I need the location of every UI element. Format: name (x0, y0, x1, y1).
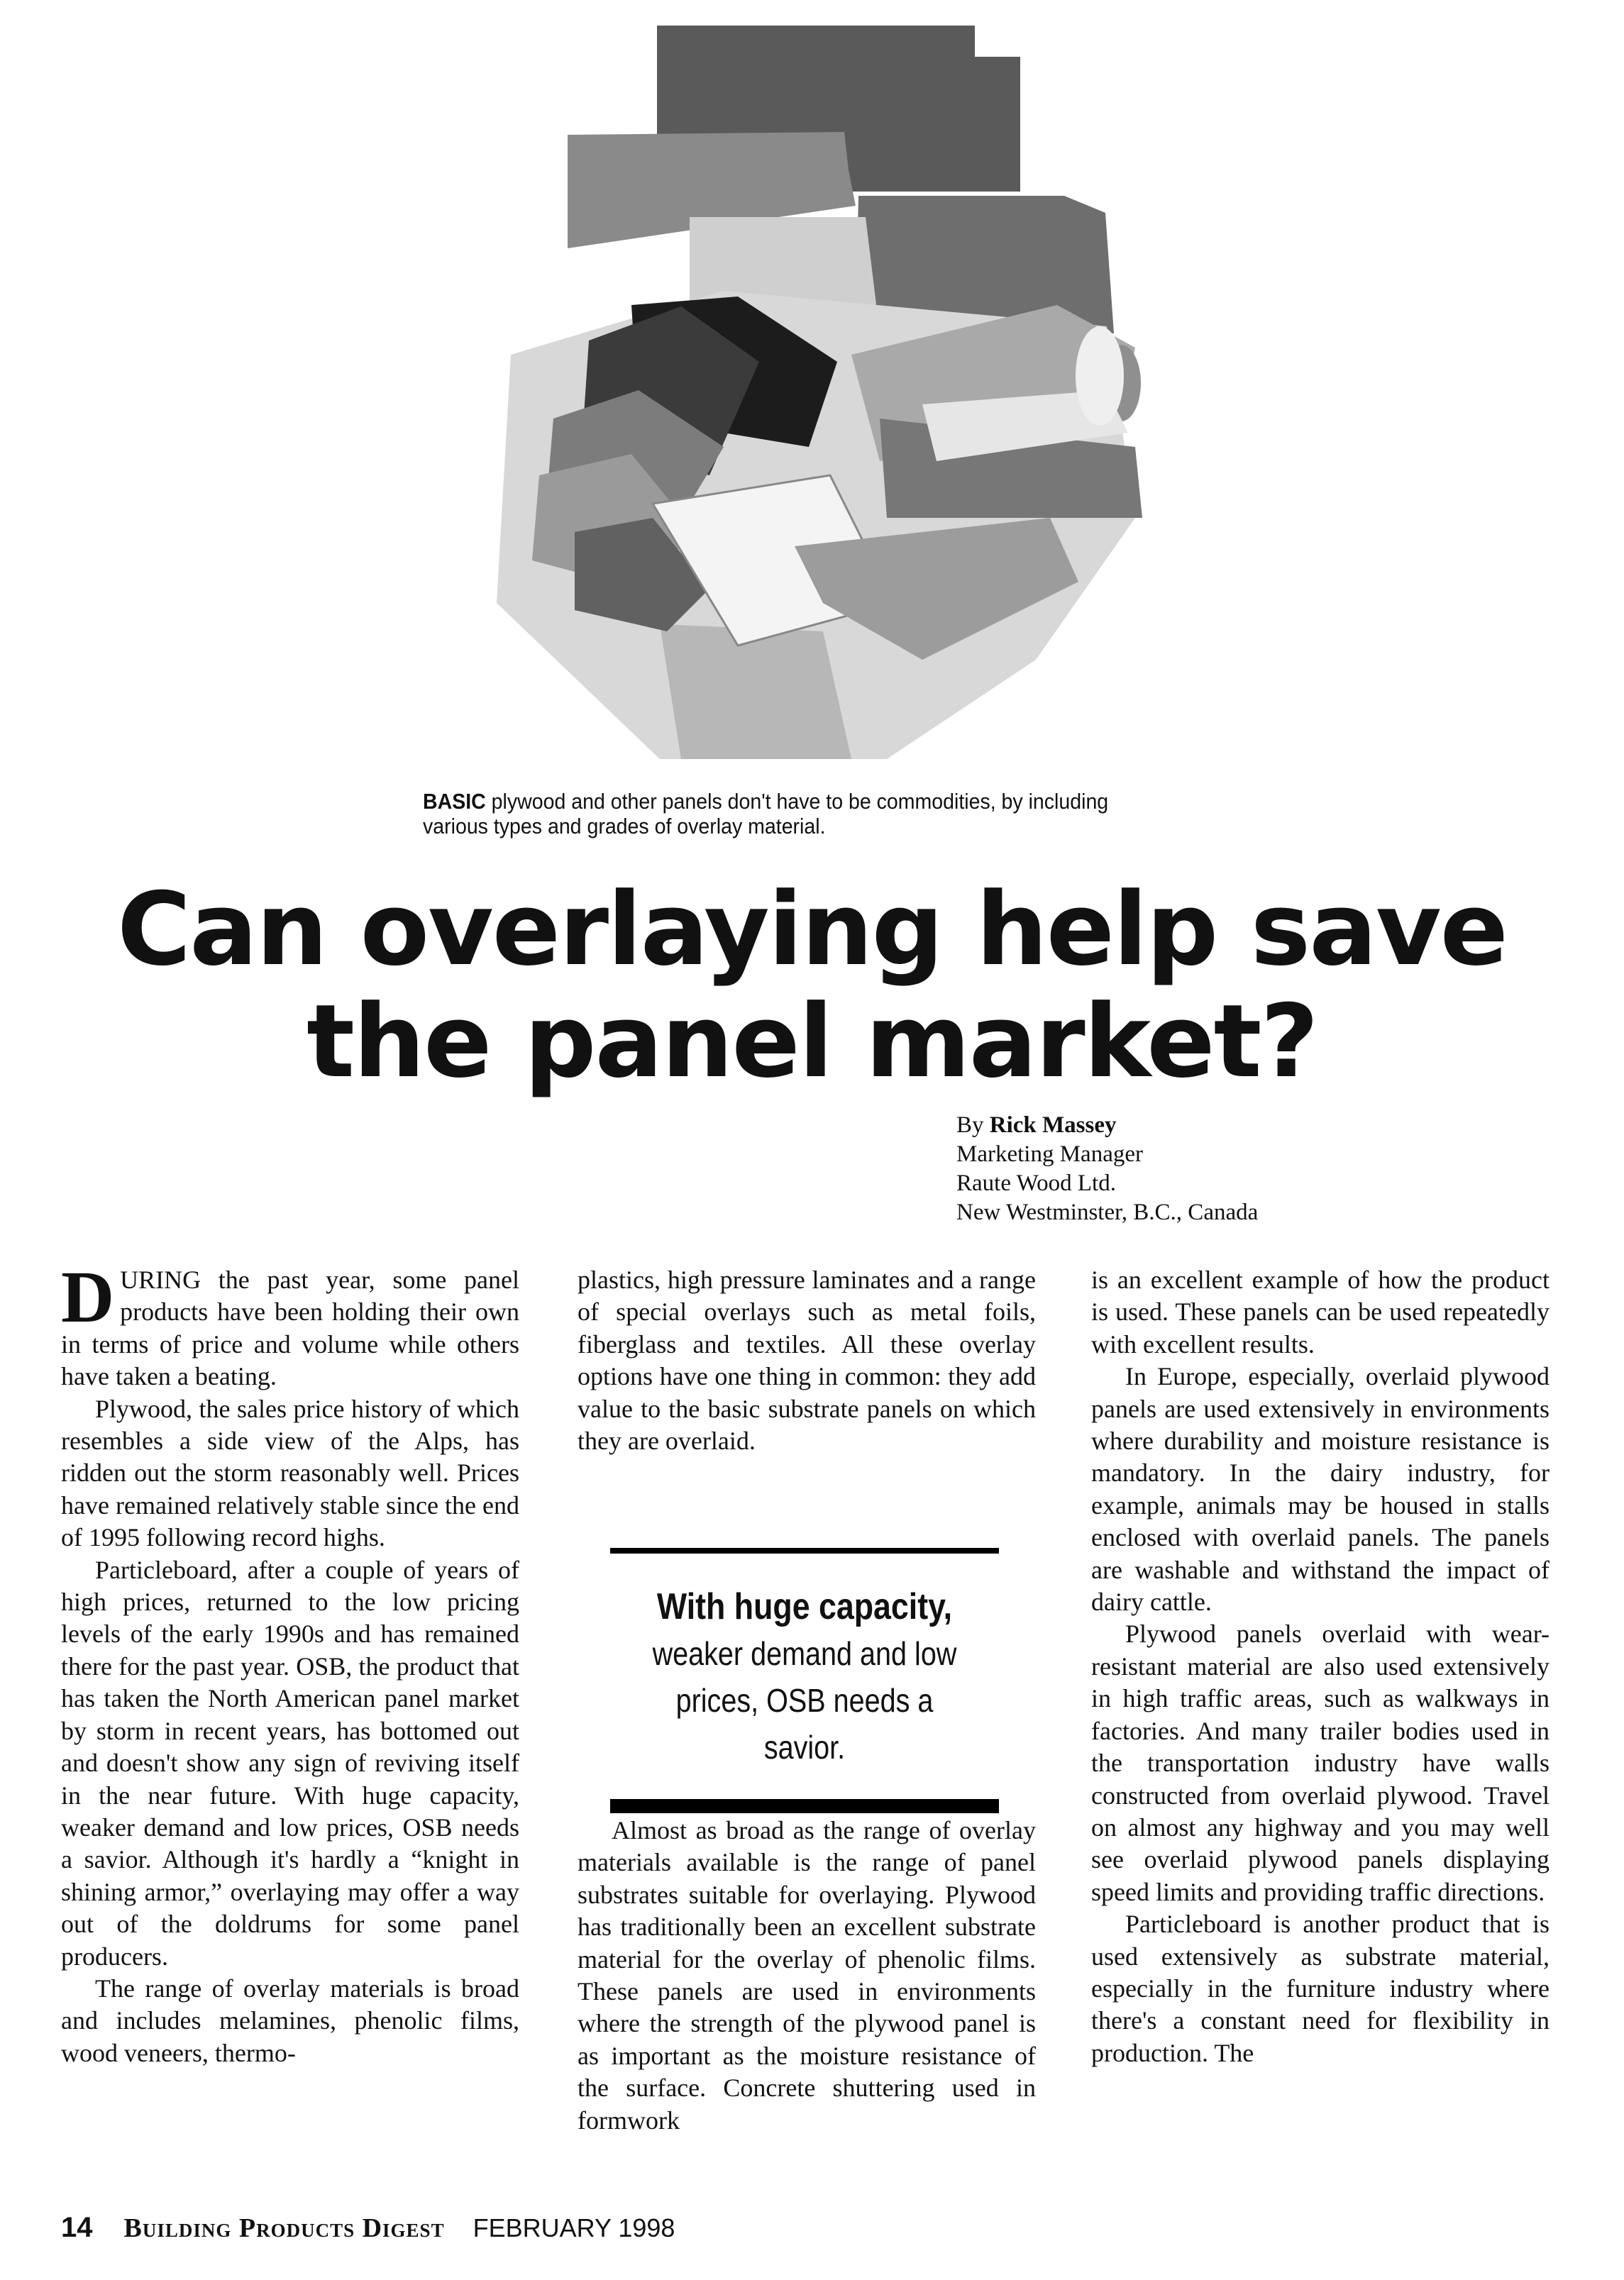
paragraph-text: URING the past year, some panel products have been holding their own in terms of price and volume while others have taken a beating. (61, 1266, 519, 1391)
pull-quote-bottom-rule (610, 1799, 999, 1813)
byline-title: Marketing Manager (956, 1141, 1143, 1167)
caption-text: plywood and other panels don't have to be commodities, by including various types and grades of overlay material. (423, 789, 1109, 839)
pull-quote-line-3: prices, OSB needs a savior. (675, 1682, 934, 1766)
pull-quote-line-1: With huge capacity, (656, 1586, 953, 1627)
article-column-1 (61, 1256, 519, 2069)
paragraph: The range of overlay materials is broad and includes melamines, phenolic films, wood veneers, thermo- (61, 1974, 519, 2067)
byline-by: By (956, 1112, 990, 1138)
overlay-panels-photo (426, 21, 1206, 773)
issue-date: FEBRUARY 1998 (473, 2213, 675, 2242)
paragraph: plastics, high pressure laminates and a range of special overlays such as metal foils, fiberglass and textiles. All these overlay options have one thing in common: they add value to the basic substrate panels on which they are overlaid. (578, 1266, 1036, 1456)
byline-location: New Westminster, B.C., Canada (956, 1200, 1259, 1225)
article-column-2 (578, 1264, 1036, 1457)
paragraph: is an excellent example of how the product is used. These panels can be used repeatedly with excellent results. (1091, 1266, 1550, 1358)
paragraph: Particleboard, after a couple of years of high prices, returned to the low pricing levels of the early 1990s and has remained there for the past year. OSB, the product that has taken the North American panel market by storm in recent years, has bottomed out and doesn't show any sign of reviving itself in the near future. With huge capacity, weaker demand and low prices, OSB needs a savior. Although it's hardly a “knight in shining armor,” overlaying may offer a way out of the doldrums for some panel producers. (61, 1555, 519, 1971)
article-column-2-continued (578, 1815, 1036, 2137)
page-number: 14 (61, 2212, 93, 2243)
paragraph: Plywood panels overlaid with wear-resistant material are also used extensively in high traffic areas, such as walkways in factories. And many trailer bodies used in the transportation industry have walls constructed from overlaid plywood. Travel on almost any highway and you may well see overlaid plywood panels displaying speed limits and providing traffic directions. (1091, 1620, 1550, 1906)
article-headline (0, 871, 1624, 1100)
headline-line-2: the panel market? (306, 983, 1318, 1100)
paragraph: Plywood, the sales price history of which resembles a side view of the Alps, has ridden out the storm reasonably well. Prices have remained relatively stable since the end of 1995 following record highs. (61, 1394, 519, 1552)
byline-company: Raute Wood Ltd. (956, 1171, 1116, 1196)
article-column-3 (1091, 1264, 1550, 2069)
paragraph: Almost as broad as the range of overlay materials available is the range of panel substrates suitable for overlaying. Plywood has traditionally been an excellent substrate material for the overlay of phenolic films. These panels are used in environments where the strength of the plywood panel is as important as the moisture resistance of the surface. Concrete shuttering used in formwork (578, 1816, 1036, 2135)
drop-cap: D (61, 1256, 115, 1338)
photo-caption (423, 789, 1154, 839)
caption-lead: BASIC (423, 789, 486, 814)
headline-line-1: Can overlaying help save (117, 871, 1507, 988)
pull-quote-line-2: weaker demand and low (652, 1635, 957, 1672)
paragraph: In Europe, especially, overlaid plywood panels are used extensively in environments where durability and moisture resistance is mandatory. In the dairy industry, for example, animals may be housed in stalls enclosed with overlaid panels. The panels are washable and withstand the impact of dairy cattle. (1091, 1362, 1550, 1617)
byline (956, 1111, 1258, 1227)
magazine-name: Building Products Digest (123, 2213, 445, 2243)
paragraph (61, 1256, 519, 1393)
byline-author: Rick Massey (989, 1112, 1117, 1138)
pull-quote (610, 1548, 999, 1813)
page-footer (61, 2212, 675, 2244)
paragraph: Particleboard is another product that is used extensively as substrate material, especially in the furniture industry where there's a constant need for flexibility in production. The (1091, 1910, 1550, 2067)
pull-quote-top-rule (610, 1548, 999, 1554)
